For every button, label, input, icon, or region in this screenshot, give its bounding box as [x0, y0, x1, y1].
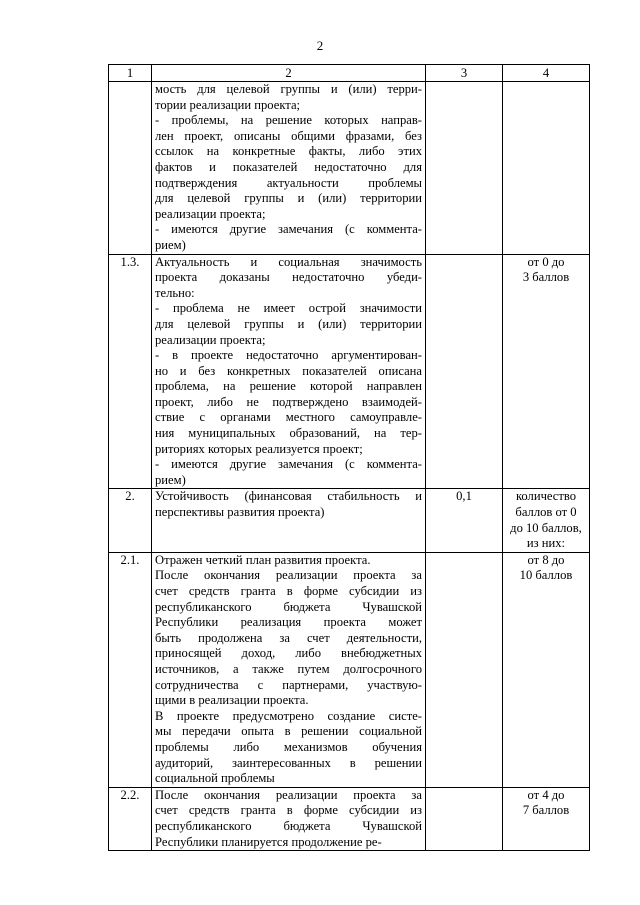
criterion-description — [152, 787, 426, 850]
criterion-weight — [426, 787, 503, 850]
criterion-number: 2.1. — [109, 552, 152, 787]
criterion-points — [503, 254, 590, 489]
points-line: от 4 до — [527, 787, 565, 802]
description-line: Республики реализация проекта может — [155, 615, 422, 630]
description-line: лен проект, описаны общими фразами, без — [155, 128, 422, 143]
criterion-number: 2. — [109, 489, 152, 552]
description-line: - имеются другие замечания (с коммента- — [155, 457, 422, 472]
description-line: перспективы развития проекта) — [155, 505, 325, 520]
description-line: Устойчивость (финансовая стабильность и — [155, 489, 422, 504]
description-line: После окончания реализации проекта за — [155, 568, 422, 583]
description-line: приносящей доход, либо внебюджетных — [155, 646, 422, 661]
description-line: проблемы либо механизмов обучения — [155, 739, 422, 754]
description-line: республиканского бюджета Чувашской — [155, 818, 422, 833]
table-row — [109, 489, 590, 552]
description-line: фактов и показателей недостаточно для — [155, 159, 422, 174]
description-line: В проекте предусмотрено создание систе- — [155, 708, 422, 723]
points-line: 3 баллов — [522, 270, 570, 285]
page-number: 2 — [316, 38, 324, 53]
points-line: до 10 баллов, — [510, 520, 582, 535]
points-line: из них: — [526, 536, 566, 551]
description-line: - проблема не имеет острой значимости — [155, 301, 422, 316]
description-line: - в проекте недостаточно аргументирован- — [155, 348, 422, 363]
criterion-number: 1.3. — [109, 254, 152, 489]
description-line: После окончания реализации проекта за — [155, 787, 422, 802]
description-line: аудиторий, заинтересованных в решении — [155, 755, 422, 770]
description-line: реализации проекта; — [155, 206, 266, 221]
description-line: сотрудничества с партнерами, участвую- — [155, 677, 422, 692]
table-row — [109, 254, 590, 489]
table-row — [109, 552, 590, 787]
header-cell: 3 — [426, 65, 503, 82]
description-line: тельно: — [155, 285, 195, 300]
points-line: 10 баллов — [519, 568, 573, 583]
description-line: ствие с органами местного самоуправле- — [155, 410, 422, 425]
criterion-description — [152, 82, 426, 255]
description-line: проблема, на решение которой направлен — [155, 379, 422, 394]
description-line: для целевой группы и (или) территории — [155, 191, 422, 206]
description-line: Республики планируется продолжение ре- — [155, 834, 382, 849]
description-line: Актуальность и социальная значимость — [155, 254, 422, 269]
description-line: рием) — [155, 237, 186, 252]
table-header-row — [109, 65, 590, 82]
criterion-description — [152, 489, 426, 552]
points-line: баллов от 0 — [515, 505, 577, 520]
criterion-points — [503, 552, 590, 787]
description-line: но и без конкретных показателей описана — [155, 363, 422, 378]
points-line: 7 баллов — [522, 803, 570, 818]
criterion-number — [109, 82, 152, 255]
description-line: риториях которых реализуется проект; — [155, 441, 363, 456]
points-line: от 0 до — [527, 254, 565, 269]
description-line: проекта доказаны недостаточно убеди- — [155, 270, 422, 285]
description-line: быть продолжена за счет деятельности, — [155, 630, 422, 645]
description-line: ния муниципальных образований, на тер- — [155, 426, 422, 441]
criterion-weight: 0,1 — [426, 489, 503, 552]
description-line: мость для целевой группы и (или) терри- — [155, 82, 422, 96]
description-line: реализации проекта; — [155, 332, 266, 347]
criterion-points — [503, 489, 590, 552]
description-line: для целевой группы и (или) территории — [155, 316, 422, 331]
header-cell: 2 — [152, 65, 426, 82]
description-line: - имеются другие замечания (с коммента- — [155, 222, 422, 237]
description-line: проект, либо не подтверждено взаимодей- — [155, 394, 422, 409]
criterion-description — [152, 552, 426, 787]
points-line: от 8 до — [527, 552, 565, 567]
table-row — [109, 82, 590, 255]
description-line: ссылок на конкретные факты, либо этих — [155, 144, 422, 159]
description-line: Отражен четкий план развития проекта. — [155, 552, 371, 567]
criterion-weight — [426, 82, 503, 255]
criterion-number: 2.2. — [109, 787, 152, 850]
description-line: социальной проблемы — [155, 771, 275, 786]
description-line: щими в реализации проекта. — [155, 693, 309, 708]
criterion-points — [503, 787, 590, 850]
description-line: источников, а также путем долгосрочного — [155, 661, 422, 676]
criterion-weight — [426, 552, 503, 787]
criterion-description — [152, 254, 426, 489]
header-cell: 1 — [109, 65, 152, 82]
criteria-table — [108, 64, 590, 851]
criterion-points — [503, 82, 590, 255]
description-line: счет средств гранта в форме субсидии из — [155, 803, 422, 818]
description-line: подтверждения актуальности проблемы — [155, 175, 422, 190]
criterion-weight — [426, 254, 503, 489]
table-row — [109, 787, 590, 850]
header-cell: 4 — [503, 65, 590, 82]
description-line: республиканского бюджета Чувашской — [155, 599, 422, 614]
description-line: тории реализации проекта; — [155, 97, 301, 112]
description-line: - проблемы, на решение которых направ- — [155, 113, 422, 128]
description-line: рием) — [155, 472, 186, 487]
description-line: счет средств гранта в форме субсидии из — [155, 584, 422, 598]
points-line: количество — [515, 489, 577, 504]
description-line: мы передачи опыта в решении социальной — [155, 724, 422, 739]
